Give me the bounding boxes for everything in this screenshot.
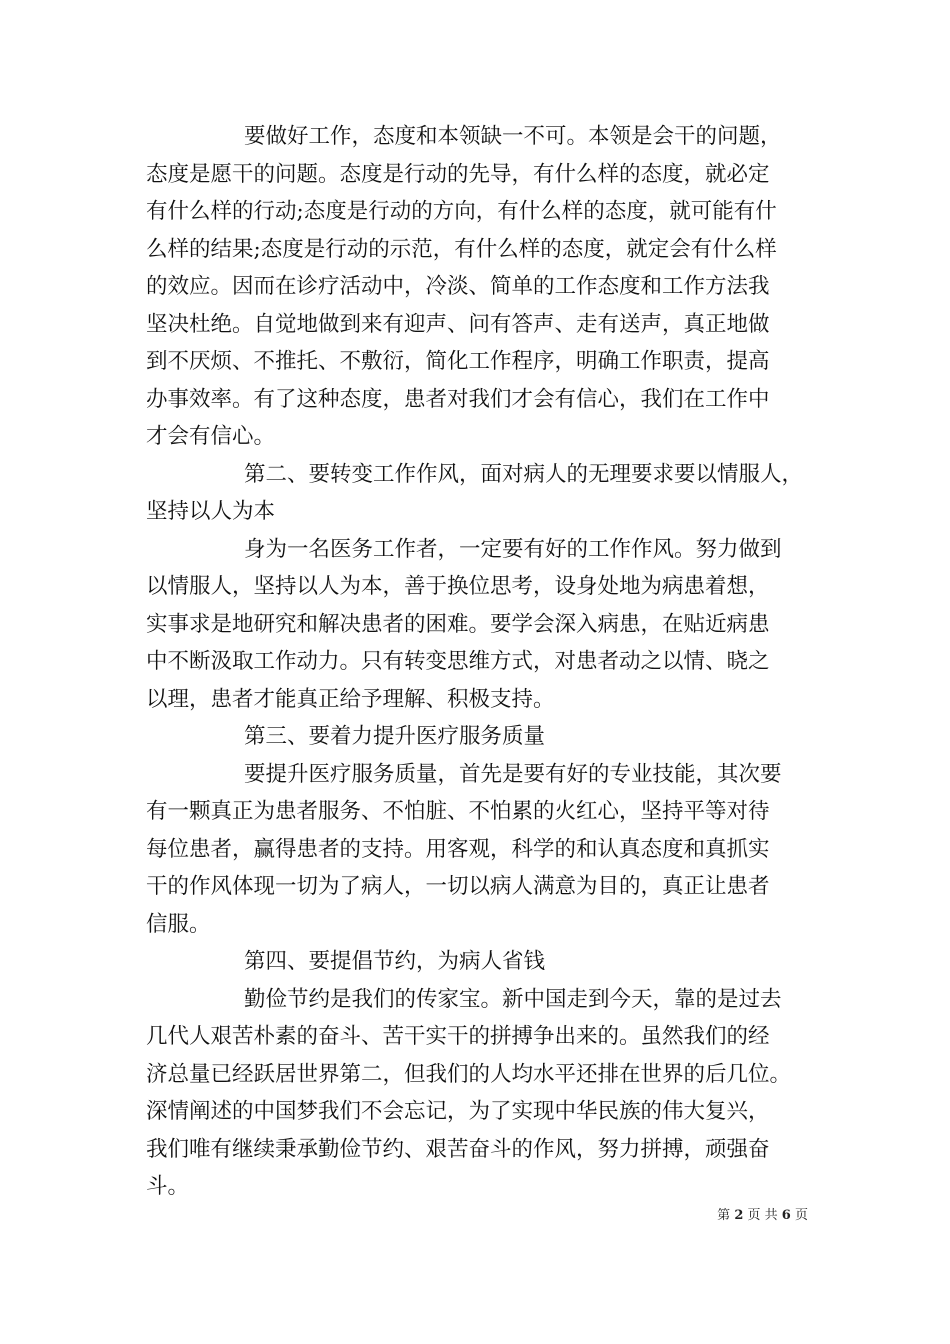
footer-prefix: 第 [717, 1208, 731, 1223]
text-line: 态度是愿干的问题。态度是行动的先导，有什么样的态度，就必定 [146, 161, 770, 187]
text-line: 中不断汲取工作动力。只有转变思维方式，对患者动之以情、晓之 [146, 649, 770, 674]
footer-suffix: 页 [794, 1208, 808, 1223]
text-line: 信服。 [146, 911, 211, 937]
current-page-number: 2 [734, 1208, 744, 1223]
text-line: 第二、要转变工作作风，面对病人的无理要求要以情服人， [244, 461, 804, 487]
text-line: 以情服人，坚持以人为本，善于换位思考，设身处地为病患着想， [146, 574, 770, 599]
paragraph-service-quality [146, 756, 822, 944]
paragraph-work-style [146, 531, 822, 719]
section-heading-3 [146, 718, 822, 756]
total-pages-number: 6 [781, 1208, 791, 1223]
text-line: 我们唯有继续秉承勤俭节约、艰苦奋斗的作风，努力拼搏，顽强奋 [146, 1136, 770, 1162]
footer-middle: 页 共 [747, 1208, 778, 1223]
text-line: 要做好工作，态度和本领缺一不可。本领是会干的问题， [244, 124, 782, 149]
text-line: 有什么样的行动;态度是行动的方向，有什么样的态度，就可能有什 [146, 199, 777, 224]
text-line: 办事效率。有了这种态度，患者对我们才会有信心，我们在工作中 [146, 386, 770, 412]
text-line: 坚决杜绝。自觉地做到来有迎声、问有答声、走有送声，真正地做 [146, 311, 770, 337]
text-line: 济总量已经跃居世界第二，但我们的人均水平还排在世界的后几位。 [146, 1061, 792, 1087]
text-line: 以理，患者才能真正给予理解、积极支持。 [146, 686, 555, 712]
section-heading-4 [146, 943, 822, 981]
text-line: 要提升医疗服务质量，首先是要有好的专业技能，其次要 [244, 761, 782, 787]
text-line: 有一颗真正为患者服务、不怕脏、不怕累的火红心，坚持平等对待 [146, 799, 770, 824]
text-line: 第三、要着力提升医疗服务质量 [244, 724, 546, 749]
page-number-footer [717, 1207, 808, 1225]
text-line: 坚持以人为本 [146, 499, 276, 524]
text-line: 每位患者，赢得患者的支持。用客观，科学的和认真态度和真抓实 [146, 836, 770, 862]
text-line: 几代人艰苦朴素的奋斗、苦干实干的拼搏争出来的。虽然我们的经 [146, 1024, 770, 1049]
text-line: 实事求是地研究和解决患者的困难。要学会深入病患，在贴近病患 [146, 611, 770, 637]
section-heading-2 [146, 456, 822, 531]
text-line: 斗。 [146, 1174, 190, 1199]
text-line: 到不厌烦、不推托、不敷衍，简化工作程序，明确工作职责，提高 [146, 349, 770, 374]
text-line: 的效应。因而在诊疗活动中，冷淡、简单的工作态度和工作方法我 [146, 274, 770, 299]
paragraph-work-attitude [146, 118, 822, 456]
text-line: 干的作风体现一切为了病人，一切以病人满意为目的，真正让患者 [146, 874, 770, 899]
text-line: 才会有信心。 [146, 424, 276, 449]
paragraph-frugality [146, 981, 822, 1206]
text-line: 身为一名医务工作者，一定要有好的工作作风。努力做到 [244, 536, 782, 562]
text-line: 么样的结果;态度是行动的示范，有什么样的态度，就定会有什么样 [146, 236, 777, 262]
text-line: 深情阐述的中国梦我们不会忘记，为了实现中华民族的伟大复兴， [146, 1099, 770, 1124]
text-line: 勤俭节约是我们的传家宝。新中国走到今天，靠的是过去 [244, 986, 782, 1012]
text-line: 第四、要提倡节约，为病人省钱 [244, 949, 546, 974]
document-body [146, 118, 822, 1206]
